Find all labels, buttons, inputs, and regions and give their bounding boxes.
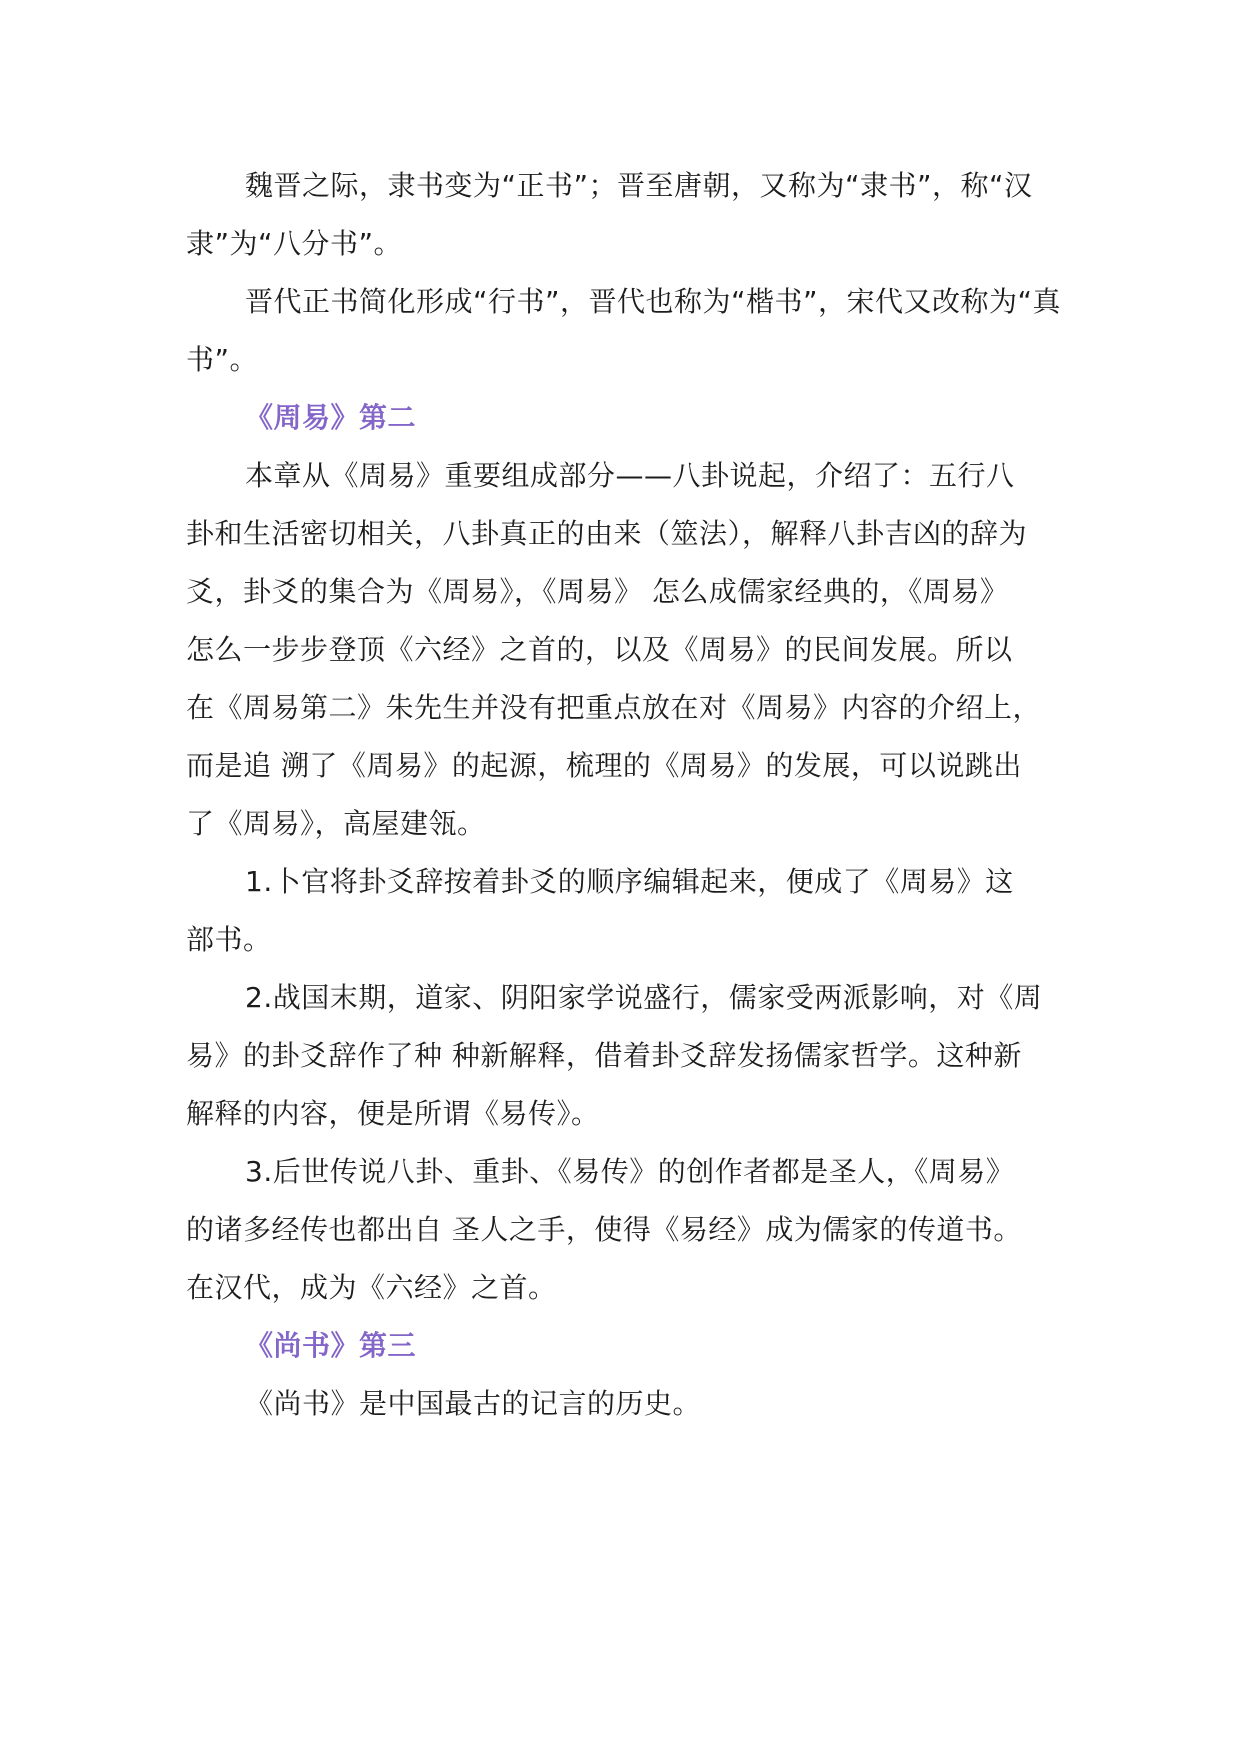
- paragraph-line: 魏晋之际，隶书变为“正书”；晋至唐朝，又称为“隶书”，称“汉: [245, 169, 1033, 202]
- paragraph-line: 怎么一步步登顶《六经》之首的，以及《周易》的民间发展。所以: [186, 633, 1013, 666]
- paragraph-line: 《尚书》是中国最古的记言的历史。: [245, 1387, 702, 1420]
- paragraph-line: 在汉代，成为《六经》之首。: [186, 1271, 557, 1304]
- paragraph-line: 卦和生活密切相关，八卦真正的由来（筮法），解释八卦吉凶的辞为: [186, 517, 1028, 550]
- paragraph-line: 书”。: [186, 343, 259, 376]
- paragraph-line: 解释的内容，便是所谓《易传》。: [186, 1097, 600, 1130]
- paragraph-line: 2.战国末期，道家、阴阳家学说盛行，儒家受两派影响，对《周: [245, 981, 1043, 1014]
- section-heading-shangshu: 《尚书》第三: [245, 1329, 417, 1362]
- paragraph-line: 易》的卦爻辞作了种 种新解释，借着卦爻辞发扬儒家哲学。这种新: [186, 1039, 1022, 1072]
- paragraph-line: 的诸多经传也都出自 圣人之手，使得《易经》成为儒家的传道书。: [186, 1213, 1022, 1246]
- paragraph-line: 隶”为“八分书”。: [186, 227, 403, 260]
- paragraph-line: 晋代正书简化形成“行书”，晋代也称为“楷书”，宋代又改称为“真: [245, 285, 1062, 318]
- paragraph-line: 1.卜官将卦爻辞按着卦爻的顺序编辑起来，便成了《周易》这: [245, 865, 1014, 898]
- paragraph-line: 本章从《周易》重要组成部分——八卦说起，介绍了：五行八: [245, 459, 1015, 492]
- section-heading-zhouyi: 《周易》第二: [245, 401, 417, 434]
- paragraph-line: 爻，卦爻的集合为《周易》，《周易》 怎么成儒家经典的，《周易》: [186, 575, 1009, 608]
- paragraph-line: 了《周易》，高屋建瓴。: [186, 807, 486, 840]
- paragraph-line: 而是追 溯了《周易》的起源，梳理的《周易》的发展，可以说跳出: [186, 749, 1022, 782]
- paragraph-line: 部书。: [186, 923, 272, 956]
- paragraph-line: 在《周易第二》朱先生并没有把重点放在对《周易》内容的介绍上，: [186, 691, 1042, 724]
- paragraph-line: 3.后世传说八卦、重卦、《易传》的创作者都是圣人，《周易》: [245, 1155, 1015, 1188]
